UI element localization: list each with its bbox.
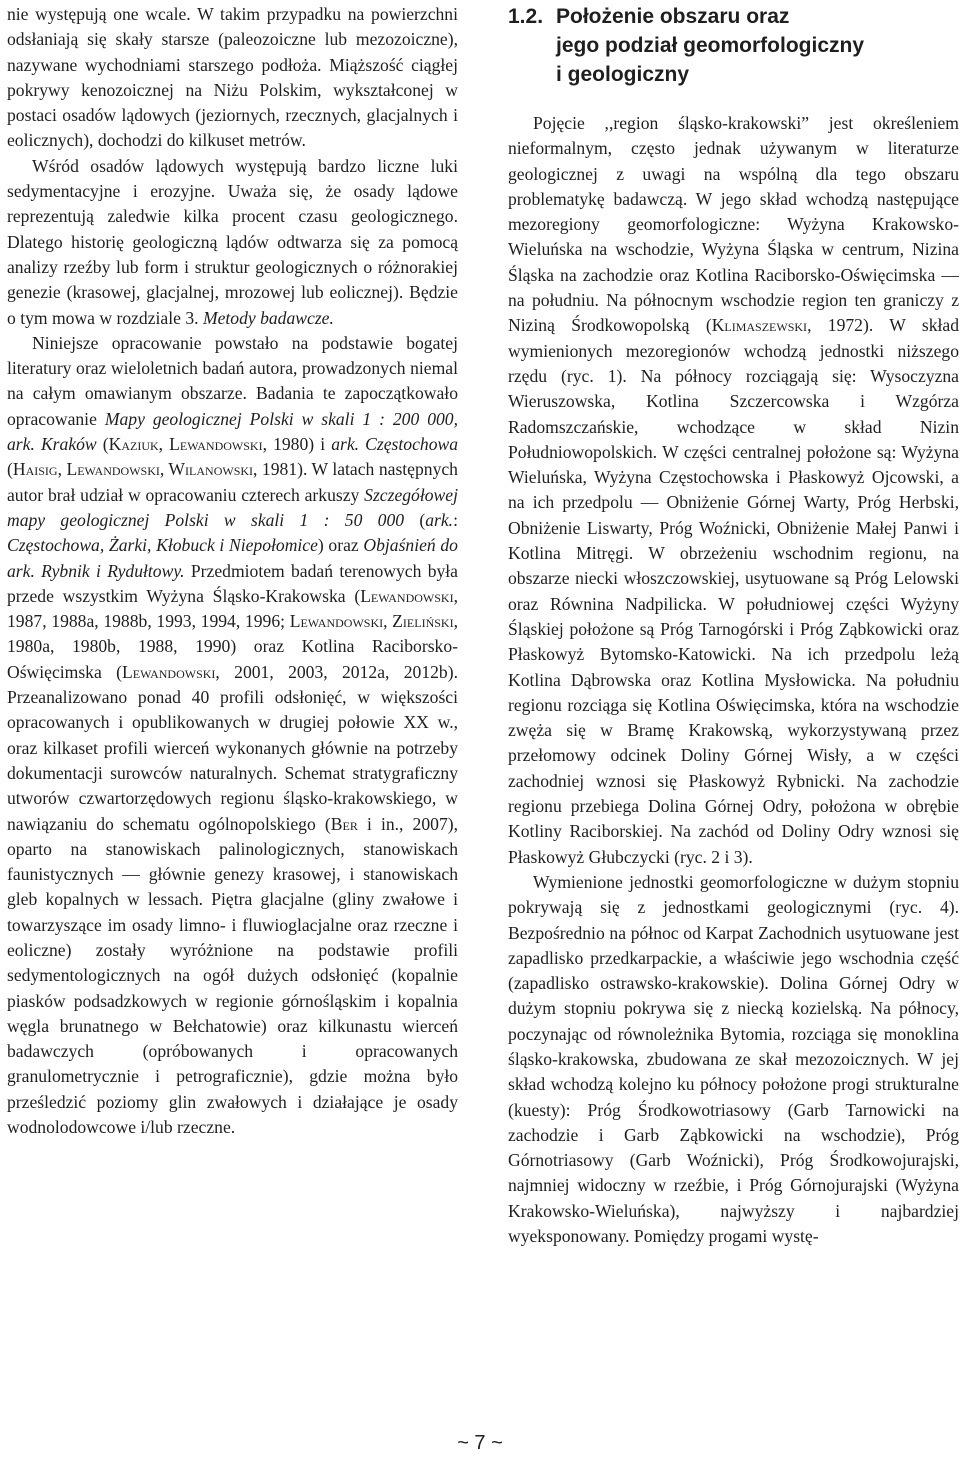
paragraph-text: , 1972). W skład wymienionych mezoregionów wchodzą jednostki niższego rzędu (ryc. 1). Na północy rozciągają się: Wysoczyzna Wieruszowska, Kotlina Szczercowska i Wzgórza Radomszczańskie, wchodzące w skład Nizin Południowopolskich. W części centralnej położone są: Wyżyna Wieluńska, Wyżyna Częstochowska i Płaskowyż Ojcowski, a na ich przedpolu — Obniżenie Górnej Warty, Próg Herbski, Obniżenie Liswarty, Próg Woźnicki, Obniżenie Małej Panwi i Kotlina Mitręgi. W obrzeżeniu wschodnim regionu, na obszarze niecki włoszczowskiej, usytuowane są Próg Lelowski oraz Równina Nadpilicka. W południowej części Wyżyny Śląskiej położone są Próg Tarnogórski i Próg Ząbkowicki oraz Płaskowyż Bytomsko-Katowicki. Na ich przedpolu leżą Kotlina Dąbrowska oraz Kotlina Mysłowicka. Na południu regionu rozciąga się Kotlina Oświęcimska, która na wschodzie zwęża się w Bramę Krakowską, wykorzystywaną przez przełomowy odcinek Doliny Górnej Wisły, a w części zachodniej wznosi się Płaskowyż Rybnicki. Na zachodzie regionu przebiega Dolina Górnej Odry, położona w obrębie Kotliny Raciborskiej. Na zachód od Doliny Odry wznosi się Płaskowyż Głubczycki (ryc. 2 i 3). bbox=[508, 315, 959, 867]
author-name: Lewandowski bbox=[122, 661, 216, 682]
author-name: Haisig, Lewandowski, Wilanowski bbox=[12, 459, 254, 480]
paragraph bbox=[7, 331, 458, 1141]
paragraph-text: ( bbox=[7, 459, 13, 480]
paragraph bbox=[508, 111, 959, 870]
italic-text: Objaśnień do ark. Rybnik i Rydułtowy. bbox=[7, 535, 458, 581]
paragraph-text: Wymienione jednostki geomorfologiczne w dużym stopniu pokrywają się z jednostkami geologicznymi (ryc. 4). Bezpośrednio na północ od Karpat Zachodnich usytuowane jest zapadlisko przedkarpackie, a właściwie jego wschodnia część (zapadlisko ostrawsko-krakowskie). Dolina Górnej Odry w dużym stopniu pokrywa się z niecką kozielską. Na północy, poczynając od równoleżnika Bytomia, rozciąga się monoklina śląsko-krakowska, zbudowana ze skał mezozoicznych. W jej skład wchodzą kolejno ku północy położone progi strukturalne (kuesty): Próg Środkowotriasowy (Garb Tarnowicki na zachodzie i Garb Ząbkowicki na wschodzie), Próg Górnotriasowy (Garb Woźnicki), Próg Środkowojurajski, najmniej widoczny w rzeźbie, i Próg Górnojurajski (Wyżyna Krakowsko-Wieluńska), najwyższy i najbardziej wyeksponowany. Pomiędzy progami wystę- bbox=[508, 871, 959, 1247]
italic-text: Częstochowa, Żarki, Kłobuck i Niepołomice bbox=[7, 535, 318, 556]
italic-text: ark. Częstochowa bbox=[331, 434, 459, 455]
paragraph-text: , 1981). W latach następnych autor brał udział w opracowaniu czterech arkuszy bbox=[7, 459, 458, 505]
author-name: Kaziuk, Lewandowski bbox=[108, 434, 263, 455]
paragraph-text: , 2001, 2003, 2012a, 2012b). Przeanalizowano ponad 40 profili odsłonięć, w większości opracowanych i opublikowanych w drugiej połowie XX w., oraz kilkaset profili wierceń wykonanych głównie na potrzeby dokumentacji surowców naturalnych. Schemat stratygraficzny utworów czwartorzędowych regionu śląsko-krakowskiego, w nawiązaniu do schematu ogólnopolskiego ( bbox=[7, 661, 458, 834]
paragraph-text: Wśród osadów lądowych występują bardzo liczne luki sedymentacyjne i erozyjne. Uważa się, że osady lądowe reprezentują zaledwie kilka procent czasu geologicznego. Dlatego historię geologiczną lądów odtwarza się za pomocą analizy rzeźby lub form i struktur geologicznych o różnorakiej genezie (krasowej, glacjalnej, mrozowej lub eolicznej). Będzie o tym mowa w rozdziale 3. bbox=[7, 155, 458, 328]
left-column bbox=[7, 2, 458, 1140]
paragraph-text: , 1980) i bbox=[262, 434, 326, 455]
paragraph-text: , 1980a, 1980b, 1988, 1990) oraz Kotlina Raciborsko-Oświęcimska ( bbox=[7, 611, 458, 682]
paragraph-text: : bbox=[453, 509, 458, 530]
section-number: 1.2. bbox=[508, 5, 544, 28]
italic-text: Metody badawcze. bbox=[202, 307, 334, 328]
paragraph-text: Pojęcie ,,region śląsko-krakowski” jest określeniem nieformalnym, często jednak używanym w literaturze geologicznej z uwagi na wspólną dla tego obszaru problematykę badawczą. W jego skład wchodzą następujące mezoregiony geomorfologiczne: Wyżyna Krakowsko-Wieluńska na wschodzie, Wyżyna Śląska w centrum, Nizina Śląska na zachodzie oraz Kotlina Raciborsko-Oświęcimska — na południu. Na północnym wschodzie region ten graniczy z Niziną Środkowopolską ( bbox=[508, 113, 959, 336]
page-number: ~ 7 ~ bbox=[457, 1432, 503, 1454]
paragraph-text: Niniejsze opracowanie powstało na podstawie bogatej literatury oraz wieloletnich badań autora, prowadzonych niemal na całym omawianym obszarze. Badania te zapoczątkowało opracowanie bbox=[7, 332, 458, 429]
paragraph bbox=[7, 2, 458, 154]
paragraph bbox=[7, 154, 458, 331]
right-column bbox=[508, 2, 959, 1249]
author-name: Ber bbox=[330, 813, 358, 834]
section-title: Położenie obszaru oraz jego podział geomorfologiczny i geologiczny bbox=[556, 5, 865, 86]
paragraph-text: nie występują one wcale. W takim przypadku na powierzchni odsłaniają się skały starsze (paleozoiczne lub mezozoiczne), nazywane wychodniami starszego podłoża. Miąższość ciągłej pokrywy kenozoicznej na Niżu Polskim, wykształconej w postaci osadów lądowych (jeziornych, rzecznych, glacjalnych i eolicznych), dochodzi do kilkuset metrów. bbox=[7, 4, 458, 151]
author-name: Lewandowski bbox=[360, 585, 454, 606]
author-name: Lewandowski, Zieliński bbox=[289, 611, 454, 632]
section-heading bbox=[508, 2, 959, 89]
italic-text: Szczegółowej mapy geologicznej Polski w skali 1 : 50 000 bbox=[7, 484, 458, 530]
paragraph-text: , 1987, 1988a, 1988b, 1993, 1994, 1996; bbox=[7, 585, 458, 632]
author-name: Klimaszewski bbox=[711, 315, 808, 336]
italic-text: ark. bbox=[425, 509, 454, 530]
paragraph-text: ( bbox=[102, 434, 109, 455]
paragraph-text: Przedmiotem badań terenowych była przede wszystkim Wyżyna Śląsko-Krakowska ( bbox=[7, 560, 458, 606]
paragraph-text: i in., 2007), oparto na stanowiskach palinologicznych, stanowiskach faunistycznych — głównie genezy krasowej, i stanowiskach gleb kopalnych w lessach. Piętra glacjalne (gliny zwałowe i towarzyszące im osady limno- i fluwioglacjalne oraz rzeczne i eoliczne) zostały wyróżnione na podstawie profili sedymentologicznych na ogół dużych odsłonięć (kopalnie piasków podsadzkowych w regionie górnośląskim i kopalnia węgla brunatnego w Bełchatowie) oraz kilkunastu wierceń badawczych (opróbowanych i opracowanych granulometrycznie i petrograficznie), gdzie można było prześledzić poziomy glin zwałowych i działające je osady wodnolodowcowe i/lub rzeczne. bbox=[7, 813, 458, 1138]
paragraph-text: ) oraz bbox=[317, 535, 359, 556]
paragraph-text: ( bbox=[419, 509, 426, 530]
paragraph bbox=[508, 870, 959, 1249]
italic-text: Mapy geologicznej Polski w skali 1 : 200 000, ark. Kraków bbox=[7, 408, 458, 455]
